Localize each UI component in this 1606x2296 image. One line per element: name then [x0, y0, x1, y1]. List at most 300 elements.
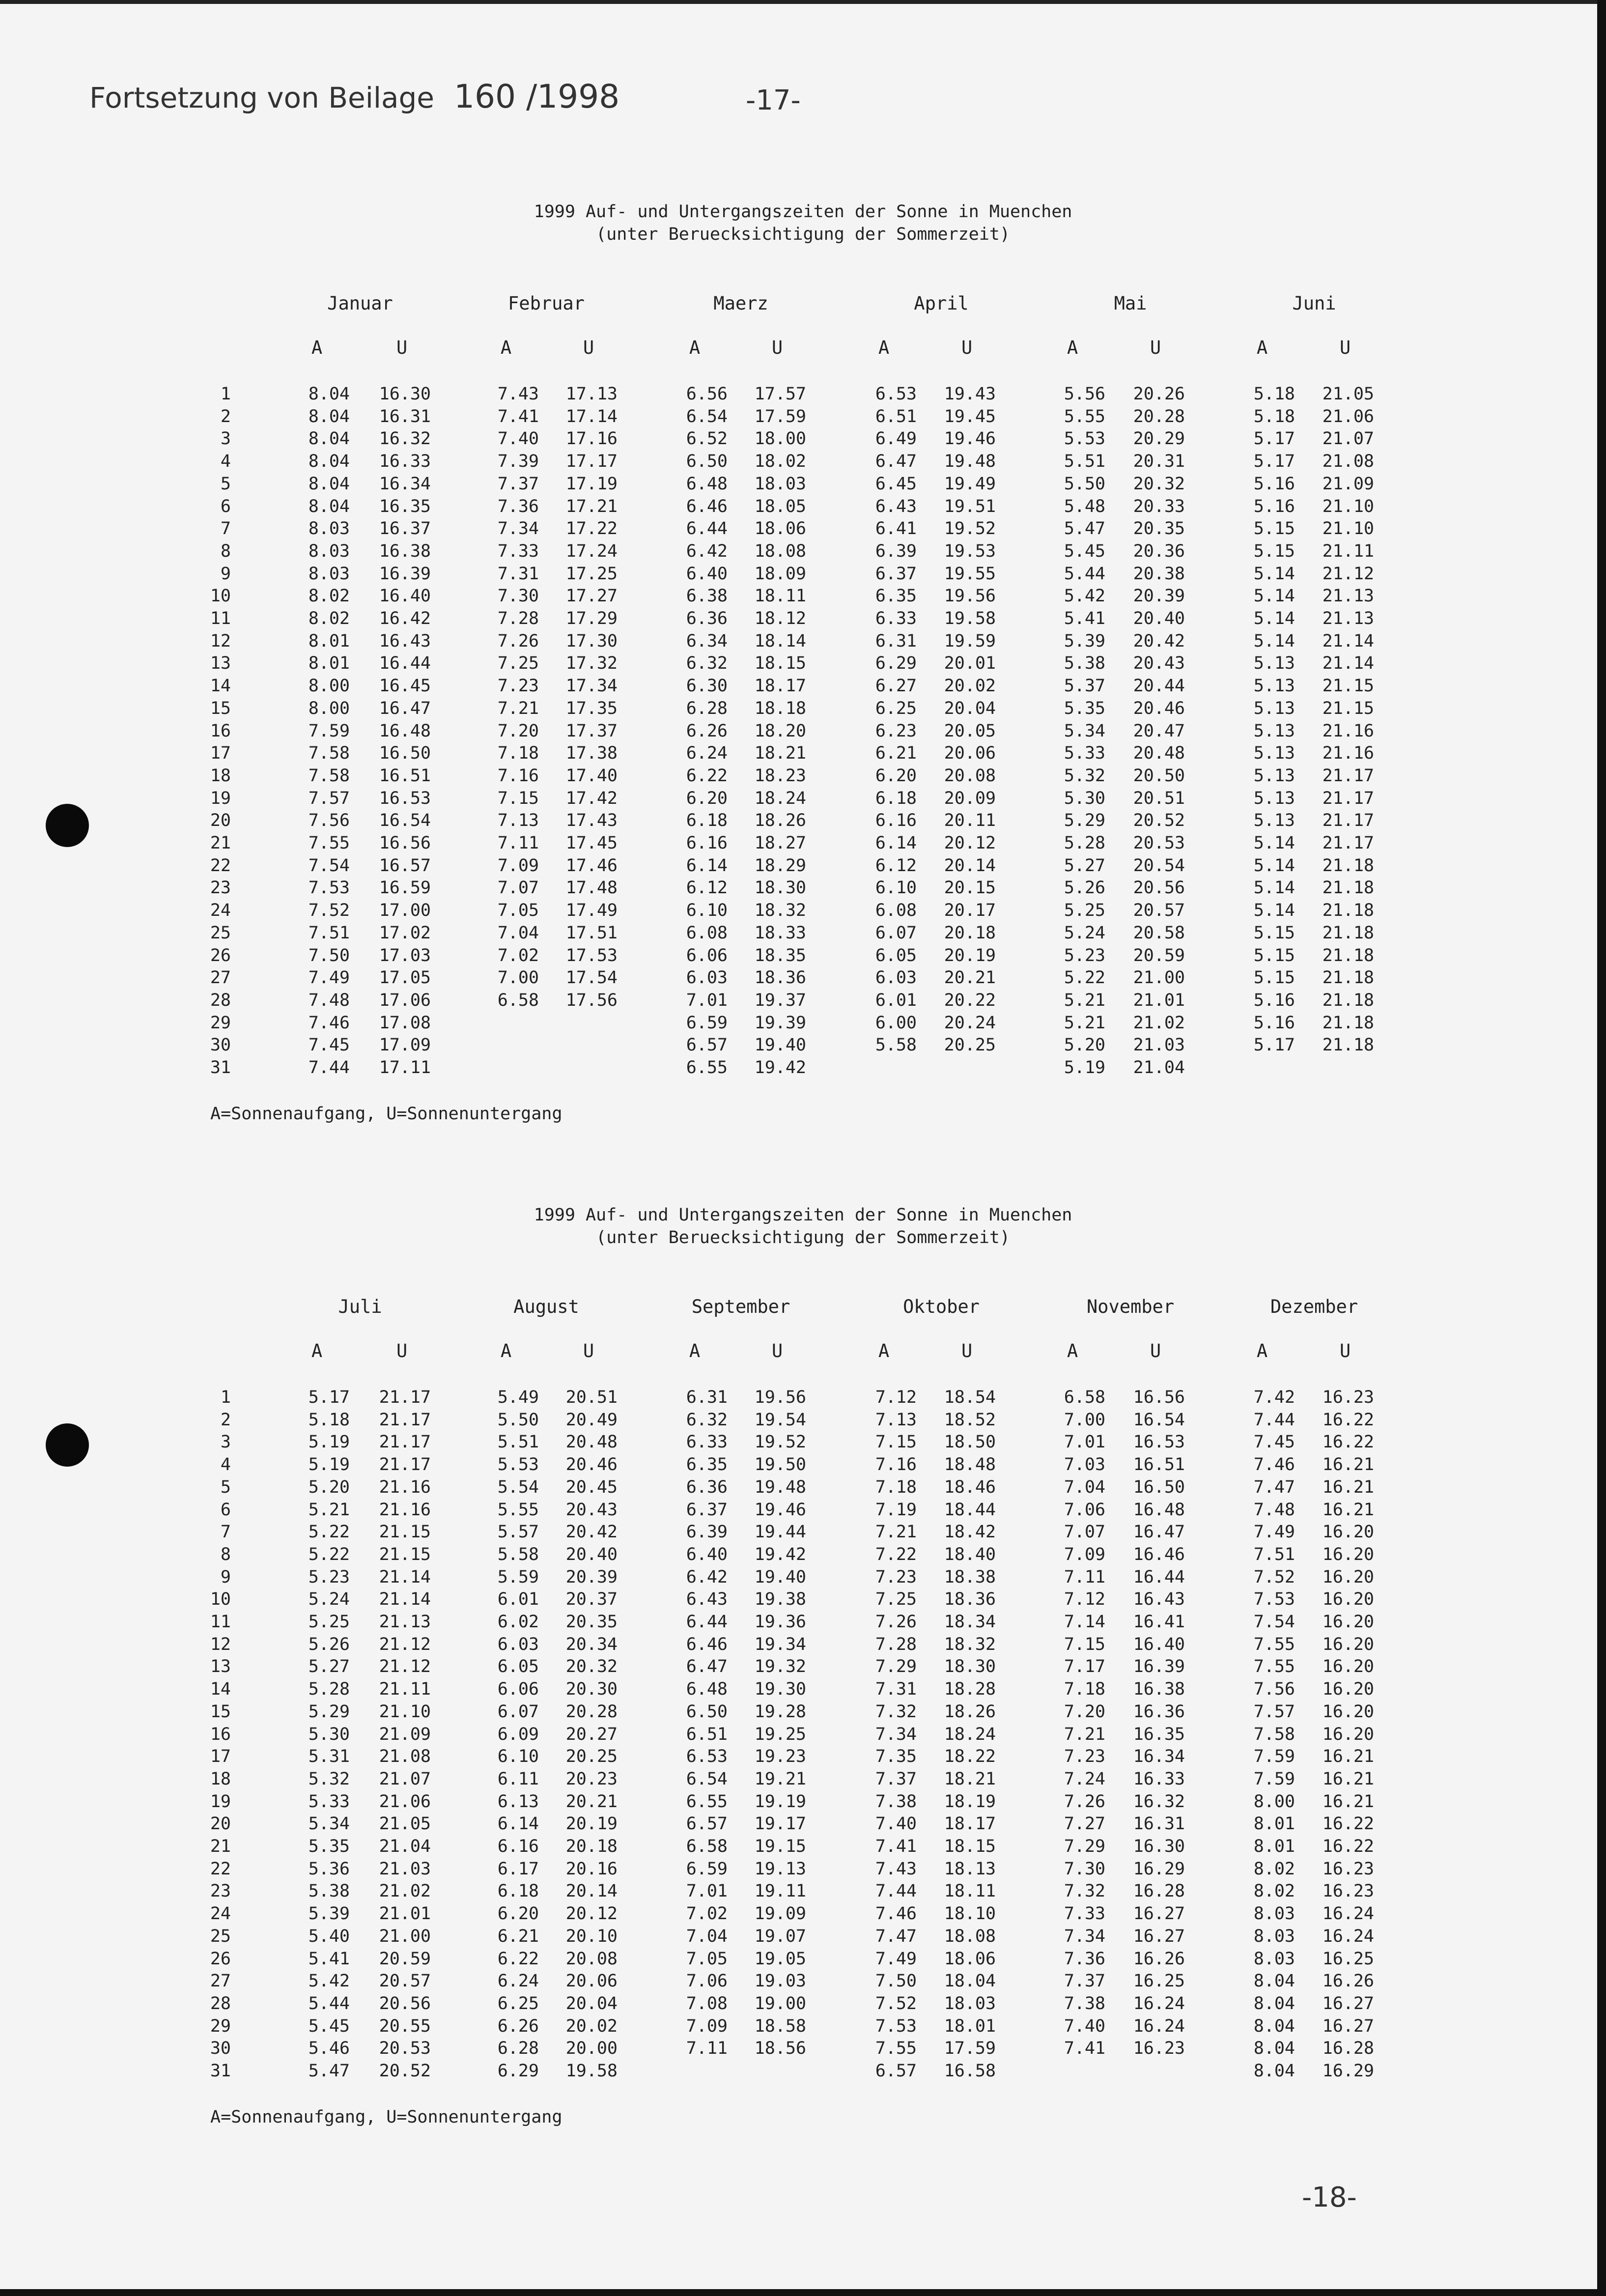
sunrise-time: 7.51 [1253, 1544, 1295, 1564]
sunset-time: 20.33 [1133, 496, 1185, 516]
sunrise-time: 8.04 [308, 452, 350, 472]
sunrise-time: 7.47 [1253, 1477, 1295, 1497]
table-row [0, 2016, 1606, 2039]
sunset-time: 16.32 [1133, 1791, 1185, 1812]
sunset-time: 20.51 [565, 1388, 618, 1407]
sunrise-time: 6.52 [686, 429, 728, 449]
day-number: 8 [220, 541, 231, 561]
sunset-time: 21.10 [379, 1701, 431, 1722]
sunset-time: 21.17 [379, 1432, 431, 1452]
sunset-time: 21.18 [1322, 968, 1374, 988]
sunrise-time: 7.40 [1064, 2016, 1105, 2036]
table-row [0, 789, 1606, 811]
sunrise-time: 7.18 [497, 743, 539, 764]
sunset-time: 20.02 [944, 676, 996, 696]
sunset-time: 21.07 [1322, 429, 1374, 449]
sunrise-time: 6.14 [686, 855, 728, 876]
sunset-time: 17.46 [565, 855, 618, 876]
sunrise-time: 6.56 [686, 384, 728, 404]
sunrise-time: 5.30 [1064, 788, 1105, 808]
sunset-time: 16.44 [379, 653, 431, 674]
sunrise-time: 5.21 [1064, 1013, 1105, 1033]
sunset-time: 20.50 [1133, 765, 1185, 786]
day-number: 1 [220, 384, 231, 404]
sunset-time: 20.48 [1133, 743, 1185, 764]
sunset-time: 17.57 [754, 384, 806, 404]
column-header-a: A [311, 1340, 323, 1361]
sunset-time: 16.56 [1133, 1388, 1185, 1407]
sunset-time: 20.42 [565, 1522, 618, 1542]
sunrise-time: 5.34 [308, 1814, 350, 1834]
sunrise-time: 8.04 [308, 429, 350, 449]
sunrise-time: 7.33 [497, 541, 539, 561]
sunrise-time: 6.43 [875, 496, 917, 516]
sunset-time: 16.33 [1133, 1769, 1185, 1789]
sunrise-time: 5.19 [308, 1432, 350, 1452]
table-row [0, 541, 1606, 564]
sunrise-time: 5.13 [1253, 653, 1295, 674]
sunrise-time: 7.46 [1253, 1455, 1295, 1475]
sunrise-time: 6.58 [497, 990, 539, 1010]
sunrise-time: 5.50 [497, 1410, 539, 1430]
sunrise-time: 7.15 [875, 1432, 917, 1452]
sunrise-time: 5.17 [1253, 452, 1295, 472]
table-row [0, 1432, 1606, 1455]
sunrise-time: 6.50 [686, 1701, 728, 1722]
sunset-time: 20.19 [944, 945, 996, 965]
sunset-time: 20.56 [1133, 878, 1185, 898]
sunrise-time: 7.11 [1064, 1567, 1105, 1587]
sunrise-time: 5.26 [308, 1634, 350, 1654]
sunset-time: 16.59 [379, 878, 431, 898]
sunrise-time: 5.17 [308, 1388, 350, 1407]
day-number: 19 [210, 788, 231, 808]
sunset-time: 20.18 [565, 1837, 618, 1856]
sunset-time: 16.20 [1322, 1701, 1374, 1722]
sunrise-time: 7.03 [1064, 1455, 1105, 1475]
sunrise-time: 7.48 [308, 990, 350, 1010]
column-header-a: A [311, 337, 323, 358]
sunrise-time: 6.16 [497, 1837, 539, 1856]
sunset-time: 16.47 [379, 698, 431, 718]
sunrise-time: 5.14 [1253, 586, 1295, 606]
sunset-time: 20.17 [944, 901, 996, 921]
sunset-time: 16.35 [1133, 1724, 1185, 1744]
sunrise-time: 5.16 [1253, 990, 1295, 1010]
sunset-time: 16.27 [1322, 1993, 1374, 2013]
sunset-time: 16.21 [1322, 1791, 1374, 1812]
column-header-u: U [1339, 337, 1351, 358]
day-number: 5 [220, 1477, 231, 1497]
sunrise-time: 6.20 [875, 765, 917, 786]
sunset-time: 18.34 [944, 1612, 996, 1632]
sunset-time: 16.58 [944, 2061, 996, 2081]
sunset-time: 17.38 [565, 743, 618, 764]
sunset-time: 20.12 [944, 833, 996, 853]
sunset-time: 19.03 [754, 1971, 806, 1991]
sunrise-time: 8.02 [1253, 1881, 1295, 1901]
sunset-time: 18.26 [754, 811, 806, 831]
sunset-time: 19.34 [754, 1634, 806, 1654]
month-header: Oktober [903, 1296, 980, 1317]
table-row [0, 1792, 1606, 1814]
sunset-time: 19.55 [944, 564, 996, 584]
sunrise-time: 5.39 [1064, 631, 1105, 651]
month-header: September [691, 1296, 790, 1317]
sunset-time: 16.30 [1133, 1837, 1185, 1856]
day-number: 2 [220, 406, 231, 426]
column-header-a: A [1067, 1340, 1078, 1361]
sunset-time: 18.26 [944, 1701, 996, 1722]
table-row [0, 1769, 1606, 1792]
sunset-time: 19.42 [754, 1544, 806, 1564]
sunset-time: 18.42 [944, 1522, 996, 1542]
sunrise-time: 6.32 [686, 1410, 728, 1430]
sunrise-time: 6.06 [497, 1679, 539, 1700]
sunset-time: 16.28 [1322, 2039, 1374, 2059]
sunset-time: 16.56 [379, 833, 431, 853]
page-number-top: -17- [746, 85, 801, 116]
sunrise-time: 7.09 [497, 855, 539, 876]
sunrise-time: 8.00 [308, 698, 350, 718]
sunset-time: 20.38 [1133, 564, 1185, 584]
sunrise-time: 8.03 [1253, 1949, 1295, 1969]
sunrise-time: 7.41 [1064, 2039, 1105, 2059]
sunset-time: 19.05 [754, 1949, 806, 1969]
sunrise-time: 7.30 [497, 586, 539, 606]
sunrise-time: 6.02 [497, 1612, 539, 1632]
day-number: 22 [210, 855, 231, 876]
sunset-time: 18.09 [754, 564, 806, 584]
table-row [0, 721, 1606, 744]
table-row [0, 564, 1606, 587]
sunrise-time: 7.26 [497, 631, 539, 651]
sunset-time: 16.48 [1133, 1500, 1185, 1520]
sunset-time: 20.28 [1133, 406, 1185, 426]
sunset-time: 18.29 [754, 855, 806, 876]
sunset-time: 19.19 [754, 1791, 806, 1812]
sunrise-time: 5.55 [497, 1500, 539, 1520]
day-number: 13 [210, 653, 231, 674]
sunset-time: 16.32 [379, 429, 431, 449]
sunset-time: 20.01 [944, 653, 996, 674]
day-number: 22 [210, 1859, 231, 1879]
sunset-time: 18.35 [754, 945, 806, 965]
sunset-time: 19.48 [944, 452, 996, 472]
sunrise-time: 5.29 [308, 1701, 350, 1722]
sunset-time: 21.18 [1322, 1035, 1374, 1055]
sunset-time: 18.36 [754, 968, 806, 988]
sunrise-time: 7.59 [1253, 1747, 1295, 1767]
sunset-time: 19.54 [754, 1410, 806, 1430]
sunset-time: 18.02 [754, 452, 806, 472]
sunrise-time: 6.58 [1064, 1388, 1105, 1407]
sunset-time: 20.15 [944, 878, 996, 898]
sunset-time: 21.18 [1322, 901, 1374, 921]
sunset-time: 18.17 [754, 676, 806, 696]
month-header: August [513, 1296, 579, 1317]
sunset-time: 19.49 [944, 474, 996, 494]
sunset-time: 21.09 [379, 1724, 431, 1744]
sunrise-time: 6.34 [686, 631, 728, 651]
sunrise-time: 6.26 [686, 721, 728, 741]
sunrise-time: 5.14 [1253, 878, 1295, 898]
sunrise-time: 5.56 [1064, 384, 1105, 404]
sunrise-time: 8.01 [308, 653, 350, 674]
sunrise-time: 7.04 [1064, 1477, 1105, 1497]
sunrise-time: 5.16 [1253, 1013, 1295, 1033]
day-number: 31 [210, 2061, 231, 2081]
sunset-time: 16.24 [1133, 1993, 1185, 2013]
table-row [0, 631, 1606, 654]
sunset-time: 16.20 [1322, 1589, 1374, 1610]
sunset-time: 16.43 [1133, 1589, 1185, 1610]
sunset-time: 20.31 [1133, 452, 1185, 472]
sunset-time: 18.33 [754, 923, 806, 943]
sunset-time: 18.22 [944, 1747, 996, 1767]
column-header-u: U [1339, 1340, 1351, 1361]
sunset-time: 17.35 [565, 698, 618, 718]
table-row [0, 811, 1606, 833]
sunrise-time: 8.04 [1253, 1993, 1295, 2013]
sunset-time: 20.49 [565, 1410, 618, 1430]
sunset-time: 20.26 [1133, 384, 1185, 404]
sunset-time: 18.08 [944, 1926, 996, 1946]
sunrise-time: 7.13 [497, 811, 539, 831]
sunrise-time: 6.24 [497, 1971, 539, 1991]
sunrise-time: 6.21 [497, 1926, 539, 1946]
sunrise-time: 5.57 [497, 1522, 539, 1542]
sunrise-time: 5.16 [1253, 474, 1295, 494]
sunrise-time: 5.13 [1253, 765, 1295, 786]
table-row [0, 497, 1606, 519]
sunset-time: 20.04 [565, 1993, 618, 2013]
sunset-time: 19.56 [754, 1388, 806, 1407]
sunset-time: 20.06 [944, 743, 996, 764]
sunrise-time: 5.42 [308, 1971, 350, 1991]
sunset-time: 18.20 [754, 721, 806, 741]
sunrise-time: 8.03 [308, 541, 350, 561]
sunrise-time: 6.46 [686, 1634, 728, 1654]
sunrise-time: 7.21 [875, 1522, 917, 1542]
sunrise-time: 7.57 [308, 788, 350, 808]
table-row [0, 878, 1606, 901]
sunset-time: 20.08 [944, 765, 996, 786]
sunset-time: 16.34 [1133, 1747, 1185, 1767]
sunset-time: 21.01 [379, 1904, 431, 1924]
sunrise-time: 7.11 [497, 833, 539, 853]
sunset-time: 17.30 [565, 631, 618, 651]
sunset-time: 21.17 [379, 1455, 431, 1475]
day-number: 21 [210, 833, 231, 853]
day-number: 5 [220, 474, 231, 494]
sunrise-time: 5.40 [308, 1926, 350, 1946]
day-number: 9 [220, 1567, 231, 1587]
sunset-time: 17.02 [379, 923, 431, 943]
sunset-time: 21.18 [1322, 855, 1374, 876]
sunrise-time: 7.55 [308, 833, 350, 853]
sunset-time: 18.19 [944, 1791, 996, 1812]
table-row [0, 384, 1606, 407]
sunrise-time: 6.10 [686, 901, 728, 921]
day-number: 10 [210, 586, 231, 606]
sunrise-time: 5.27 [1064, 855, 1105, 876]
column-header-a: A [1256, 1340, 1268, 1361]
sunrise-time: 6.18 [686, 811, 728, 831]
sunrise-time: 5.48 [1064, 496, 1105, 516]
sunrise-time: 7.40 [875, 1814, 917, 1834]
sunset-time: 21.01 [1133, 990, 1185, 1010]
sunset-time: 21.11 [379, 1679, 431, 1700]
sunrise-time: 6.42 [686, 541, 728, 561]
sunset-time: 18.32 [754, 901, 806, 921]
sunrise-time: 5.16 [1253, 496, 1295, 516]
sunset-time: 17.00 [379, 901, 431, 921]
page-header [89, 78, 620, 115]
sunrise-time: 5.58 [875, 1035, 917, 1055]
sunset-time: 17.25 [565, 564, 618, 584]
sunrise-time: 7.55 [1253, 1657, 1295, 1677]
sunrise-time: 5.23 [308, 1567, 350, 1587]
sunrise-time: 6.03 [875, 968, 917, 988]
sunrise-time: 6.07 [875, 923, 917, 943]
day-number: 4 [220, 1455, 231, 1475]
sunrise-time: 7.54 [308, 855, 350, 876]
day-number: 9 [220, 564, 231, 584]
page-number-bottom: -18- [1302, 2182, 1357, 2213]
sunset-time: 16.21 [1322, 1455, 1374, 1475]
day-number: 28 [210, 1993, 231, 2013]
sunrise-time: 5.31 [308, 1747, 350, 1767]
day-number: 12 [210, 631, 231, 651]
sunset-time: 18.56 [754, 2039, 806, 2059]
sunset-time: 18.27 [754, 833, 806, 853]
sunset-time: 18.03 [754, 474, 806, 494]
sunrise-time: 7.24 [1064, 1769, 1105, 1789]
sunset-time: 17.54 [565, 968, 618, 988]
sunset-time: 18.30 [754, 878, 806, 898]
sunset-time: 16.27 [1133, 1904, 1185, 1924]
sunset-time: 21.02 [379, 1881, 431, 1901]
sunset-time: 16.31 [1133, 1814, 1185, 1834]
sunrise-time: 6.41 [875, 519, 917, 539]
scan-edge-top [0, 0, 1606, 4]
sunrise-time: 7.04 [686, 1926, 728, 1946]
sunset-time: 20.40 [565, 1544, 618, 1564]
sunset-time: 20.24 [944, 1013, 996, 1033]
sunrise-time: 6.16 [875, 811, 917, 831]
sunset-time: 21.13 [1322, 609, 1374, 628]
sunrise-time: 6.20 [497, 1904, 539, 1924]
sunset-time: 19.53 [944, 541, 996, 561]
sunrise-time: 5.29 [1064, 811, 1105, 831]
sunrise-time: 7.34 [1064, 1926, 1105, 1946]
sunrise-time: 5.32 [308, 1769, 350, 1789]
sunrise-time: 7.52 [875, 1993, 917, 2013]
sunset-time: 19.38 [754, 1589, 806, 1610]
table-row [0, 452, 1606, 474]
scan-edge-bottom [0, 2289, 1606, 2296]
sunrise-time: 5.32 [1064, 765, 1105, 786]
sunrise-time: 7.25 [875, 1589, 917, 1610]
sunrise-time: 7.13 [875, 1410, 917, 1430]
sunrise-time: 6.55 [686, 1791, 728, 1812]
sunset-time: 18.12 [754, 609, 806, 628]
sunrise-time: 7.14 [1064, 1612, 1105, 1632]
table-row [0, 1035, 1606, 1058]
sunrise-time: 7.56 [308, 811, 350, 831]
table-row [0, 699, 1606, 721]
sunrise-time: 6.42 [686, 1567, 728, 1587]
sunset-time: 16.21 [1322, 1769, 1374, 1789]
sunset-time: 16.37 [379, 519, 431, 539]
day-number: 14 [210, 676, 231, 696]
sunrise-time: 7.37 [1064, 1971, 1105, 1991]
sunset-time: 17.59 [754, 406, 806, 426]
month-header: Februar [508, 293, 585, 314]
sunset-time: 19.37 [754, 990, 806, 1010]
sunrise-time: 6.47 [875, 452, 917, 472]
sunset-time: 20.54 [1133, 855, 1185, 876]
sunset-time: 20.36 [1133, 541, 1185, 561]
sunrise-time: 6.00 [875, 1013, 917, 1033]
sunrise-time: 7.36 [1064, 1949, 1105, 1969]
sunrise-time: 7.36 [497, 496, 539, 516]
sunset-time: 20.12 [565, 1904, 618, 1924]
table-row [0, 2039, 1606, 2061]
sunrise-time: 5.33 [308, 1791, 350, 1812]
sunrise-time: 5.54 [497, 1477, 539, 1497]
month-header: Maerz [713, 293, 768, 314]
day-number: 7 [220, 519, 231, 539]
day-number: 29 [210, 2016, 231, 2036]
sunrise-time: 8.04 [308, 406, 350, 426]
column-header-u: U [961, 337, 973, 358]
sunrise-time: 6.23 [875, 721, 917, 741]
day-number: 23 [210, 1881, 231, 1901]
sunrise-time: 5.15 [1253, 968, 1295, 988]
sunset-time: 18.15 [754, 653, 806, 674]
sunrise-time: 6.39 [686, 1522, 728, 1542]
sunrise-time: 5.14 [1253, 855, 1295, 876]
sunset-time: 21.06 [379, 1791, 431, 1812]
sunset-time: 16.29 [1133, 1859, 1185, 1879]
sunset-time: 20.47 [1133, 721, 1185, 741]
sunrise-time: 7.29 [1064, 1837, 1105, 1856]
sunset-time: 17.09 [379, 1035, 431, 1055]
sunset-time: 16.39 [379, 564, 431, 584]
sunrise-time: 5.55 [1064, 406, 1105, 426]
sunrise-time: 6.17 [497, 1859, 539, 1879]
table-title: 1999 Auf- und Untergangszeiten der Sonne in Muenchen [534, 202, 1072, 222]
sunset-time: 17.56 [565, 990, 618, 1010]
sunset-time: 19.17 [754, 1814, 806, 1834]
day-number: 20 [210, 1814, 231, 1834]
day-number: 15 [210, 698, 231, 718]
sunset-time: 21.18 [1322, 1013, 1374, 1033]
sunrise-time: 6.32 [686, 653, 728, 674]
day-number: 31 [210, 1058, 231, 1077]
sunset-time: 16.50 [1133, 1477, 1185, 1497]
table-row [0, 1814, 1606, 1837]
sunset-time: 21.14 [379, 1589, 431, 1610]
day-number: 18 [210, 1769, 231, 1789]
sunrise-time: 6.31 [686, 1388, 728, 1407]
sunrise-time: 7.33 [1064, 1904, 1105, 1924]
sunrise-time: 5.25 [1064, 901, 1105, 921]
sunrise-time: 7.16 [875, 1455, 917, 1475]
sunset-time: 17.03 [379, 945, 431, 965]
